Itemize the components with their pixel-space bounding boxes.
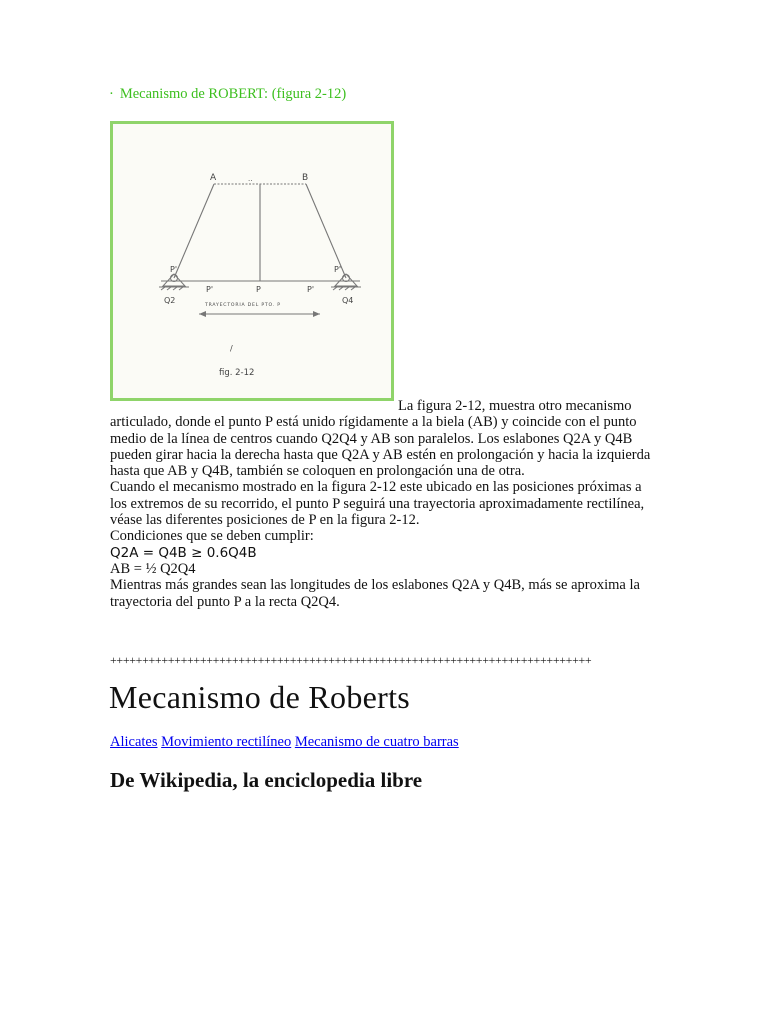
paragraph-trajectory: Cuando el mecanismo mostrado en la figura 2-12 este ubicado en las posiciones próximas a los extremos de su recorrido, el punto P seguirá una trayectoria aproximadamente rectilínea, véase las diferentes posiciones de P en la figura 2-12. [110,479,645,529]
label-b: B [302,173,309,183]
link-q4b [306,184,346,278]
label-p-bottom-2: P [256,285,261,294]
condition-link-length: Q2A = Q4B ≥ 0.6Q4B [110,544,257,561]
paragraph-conditions-heading: Condiciones que se deben cumplir: [110,528,314,545]
label-p-bottom-3: P' [307,285,315,294]
paragraph-conclusion: Mientras más grandes sean las longitudes de los eslabones Q2A y Q4B, más se aproxima la trayectoria del punto P a la recta Q2Q4. [110,577,640,610]
category-links [110,734,459,751]
label-trajectory: TRAYECTORIA DEL PTO. P [205,303,281,308]
pivot-q4 [331,274,361,290]
label-dots: .. [248,175,253,183]
figure-image [110,121,394,401]
pivot-q2 [159,274,189,290]
label-p-prime-right: P' [334,265,342,274]
section-heading-text: Mecanismo de ROBERT: (figura 2-12) [119,86,347,102]
label-q4: Q4 [342,296,354,305]
label-q2: Q2 [164,296,176,305]
category-link-alicates[interactable]: Alicates [110,734,158,750]
label-p-bottom-1: P' [206,285,214,294]
plus-divider: +++++++++++++++++++++++++++++++++++++++++++++++++++++++++++++++++++++++++++ [110,653,592,667]
category-link-movimiento-rectilineo[interactable]: Movimiento rectilíneo [161,734,292,750]
condition-coupler-length: AB = ½ Q2Q4 [110,560,196,577]
page-title: Mecanismo de Roberts [109,679,411,715]
label-a: A [210,173,217,183]
section-heading [109,86,346,103]
article-body [110,398,658,610]
bullet: · [109,86,114,102]
roberts-mechanism-diagram [113,124,391,398]
label-p-prime-left: P' [170,265,178,274]
figure-caption: fig. 2-12 [219,368,255,378]
category-link-mecanismo-cuatro-barras[interactable]: Mecanismo de cuatro barras [294,734,459,750]
paragraph-intro: La figura 2-12, muestra otro mecanismo articulado, donde el punto P está unido rígidamente a la biela (AB) y coincide con el punto medio de la línea de centros cuando Q2Q4 y AB son paralelos. Los eslabones Q2A y Q4B pueden girar hacia la derecha hasta que Q2A y AB estén en prolongación y hacia la izquierda hasta que AB y Q4B, también se coloquen en prolongación una de otra. [110,398,651,480]
label-mark: / [230,344,233,353]
link-q2a [174,184,214,278]
trajectory-arrow [199,311,320,317]
page-subtitle: De Wikipedia, la enciclopedia libre [110,768,423,792]
